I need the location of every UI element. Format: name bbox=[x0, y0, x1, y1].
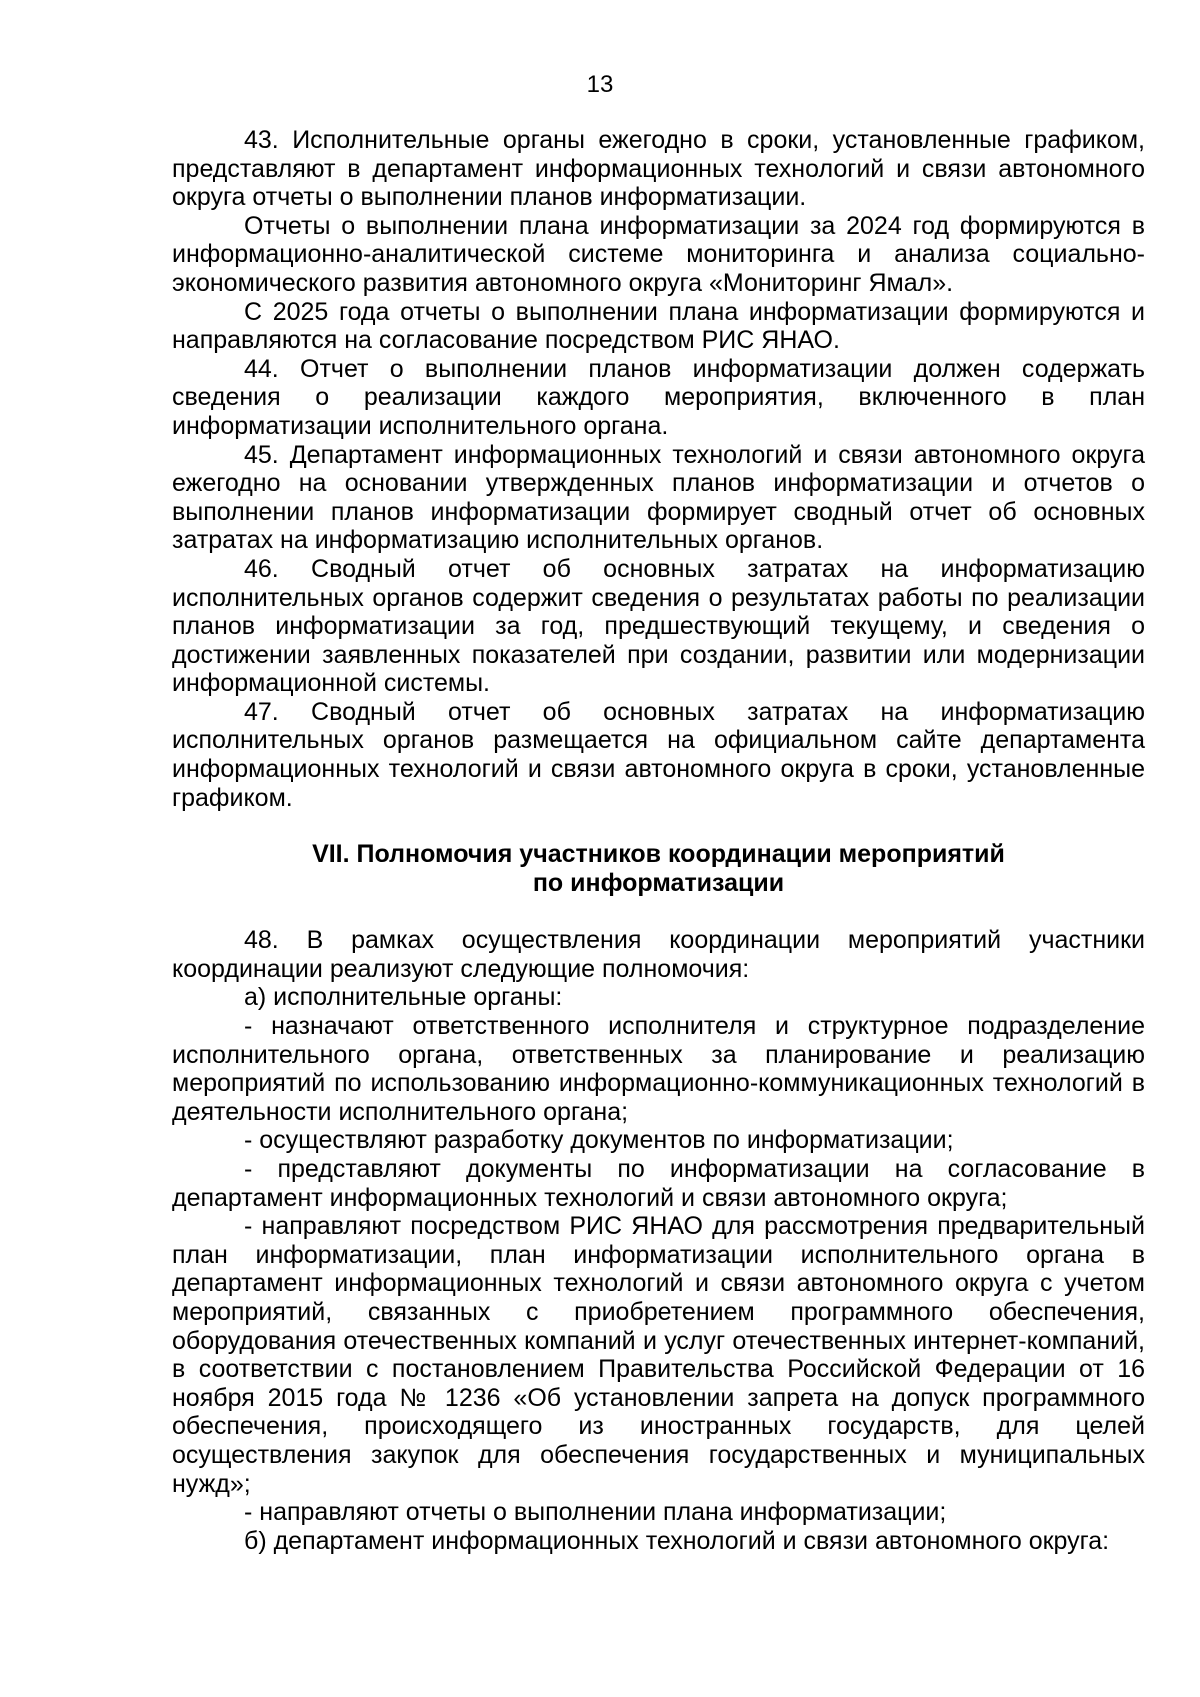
section-heading-line-1: VII. Полномочия участников координации мероприятий bbox=[312, 840, 1005, 869]
section-heading-line-2: по информатизации bbox=[532, 869, 785, 898]
list-item-send-plan: - направляют посредством РИС ЯНАО для рассмотрения предварительный план информатизации, план информатизации исполнительного органа в департамент информационных технологий и связи автономного округа с учетом мероприятий, связанных с приобретением программного обеспечения, оборудования отечественных компаний и услуг отечественных интернет-компаний, в соответствии с постановлением Правительства Российской Федерации от 16 ноября 2015 года № 1236 «Об установлении запрета на допуск программного обеспечения, происходящего из иностранных государств, для целей осуществления закупок для обеспечения государственных и муниципальных нужд»; bbox=[172, 1212, 1145, 1498]
document-body bbox=[172, 126, 1145, 1555]
subitem-b: б) департамент информационных технологий и связи автономного округа: bbox=[244, 1526, 1110, 1555]
paragraph-47: 47. Сводный отчет об основных затратах на информатизацию исполнительных органов размещается на официальном сайте департамента информационных технологий и связи автономного округа в сроки, установленные графиком. bbox=[172, 697, 1145, 812]
list-item-appoint: - назначают ответственного исполнителя и структурное подразделение исполнительного органа, ответственных за планирование и реализацию мероприятий по использованию информационно-коммуникационных технологий в деятельности исполнительного органа; bbox=[172, 1012, 1145, 1126]
paragraph-44: 44. Отчет о выполнении планов информатизации должен содержать сведения о реализации каждого мероприятия, включенного в план информатизации исполнительного органа. bbox=[172, 354, 1145, 440]
section-heading bbox=[172, 840, 1145, 898]
paragraph-45: 45. Департамент информационных технологий и связи автономного округа ежегодно на основании утвержденных планов информатизации и отчетов о выполнении планов информатизации формирует сводный отчет об основных затратах на информатизацию исполнительных органов. bbox=[172, 440, 1145, 555]
paragraph-report-2024: Отчеты о выполнении плана информатизации за 2024 год формируются в информационно-аналитической системе мониторинга и анализа социально-экономического развития автономного округа «Мониторинг Ямал». bbox=[172, 211, 1145, 297]
paragraph-report-2025: С 2025 года отчеты о выполнении плана информатизации формируются и направляются на согласование посредством РИС ЯНАО. bbox=[172, 297, 1145, 355]
paragraph-43: 43. Исполнительные органы ежегодно в сроки, установленные графиком, представляют в департамент информационных технологий и связи автономного округа отчеты о выполнении планов информатизации. bbox=[172, 126, 1145, 212]
subitem-a: а) исполнительные органы: bbox=[244, 983, 563, 1012]
paragraph-46: 46. Сводный отчет об основных затратах на информатизацию исполнительных органов содержит сведения о результатах работы по реализации планов информатизации за год, предшествующий текущему, и сведения о достижении заявленных показателей при создании, развитии или модернизации информационной системы. bbox=[172, 554, 1145, 698]
list-item-develop-docs: - осуществляют разработку документов по информатизации; bbox=[244, 1126, 954, 1155]
list-item-submit-docs: - представляют документы по информатизации на согласование в департамент информационных технологий и связи автономного округа; bbox=[172, 1155, 1145, 1212]
page-number: 13 bbox=[586, 71, 614, 98]
paragraph-48: 48. В рамках осуществления координации мероприятий участники координации реализуют следующие полномочия: bbox=[172, 926, 1145, 983]
list-item-send-reports: - направляют отчеты о выполнении плана информатизации; bbox=[244, 1498, 947, 1527]
